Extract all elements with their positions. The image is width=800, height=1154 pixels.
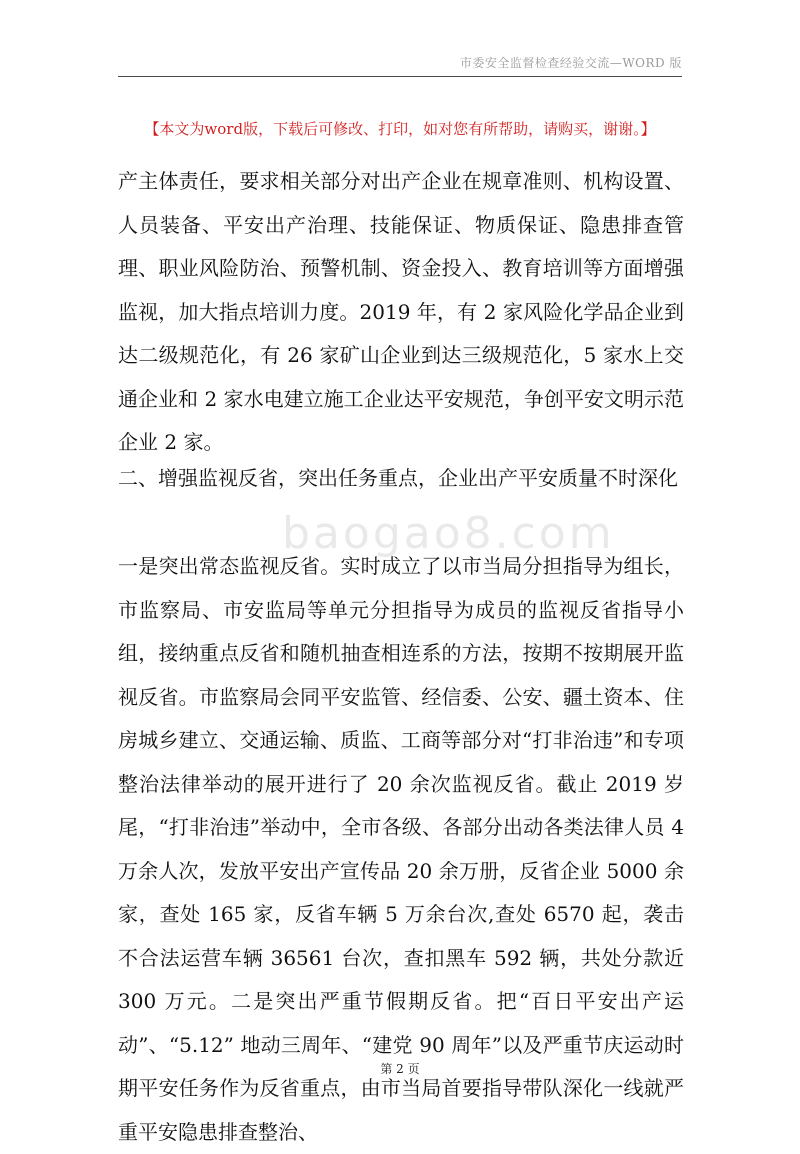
- watermark: baogao8.com: [282, 508, 615, 559]
- page-number: 第 2 页: [380, 1062, 420, 1076]
- header-divider: [118, 76, 682, 77]
- download-notice: 【本文为word版，下载后可修改、打印，如对您有所帮助，请购买，谢谢。】: [144, 120, 656, 138]
- body-paragraph-2: 一是突出常态监视反省。实时成立了以市当局分担指导为组长，市监察局、市安监局等单元分担指导为成员的监视反省指导小组，接纳重点反省和随机抽查相连系的方法，按期不按期展开监视反省。市监察局会同平安监管、经信委、公安、疆土资本、住房城乡建立、交通运输、质监、工商等部分对“打非治违”和专项整治法律举动的展开进行了 20 余次监视反省。截止 2019 岁尾，“打非治违”举动中，全市各级、各部分出动各类法律人员 4 万余人次，发放平安出产宣传品 20 余万册，反省企业 5000 余家，查处 165 家，反省车辆 5 万余台次,查处 6570 起，袭击不合法运营车辆 36561 台次，查扣黑车 592 辆，共处分款近 300 万元。二是突出严重节假期反省。把“百日平安出产运动”、“5.12” 地动三周年、“建党 90 周年”以及严重节庆运动时期平安任务作为反省重点，由市当局首要指导带队深化一线就严重平安隐患排查整治、: [118, 554, 684, 1144]
- section-heading: 二、增强监视反省，突出任务重点，企业出产平安质量不时深化: [118, 466, 678, 490]
- body-paragraph-1: 产主体责任，要求相关部分对出产企业在规章准则、机构设置、人员装备、平安出产治理、技能保证、物质保证、隐患排查管理、职业风险防治、预警机制、资金投入、教育培训等方面增强监视，加大指点培训力度。2019 年，有 2 家风险化学品企业到达二级规范化，有 26 家矿山企业到达三级规范化，5 家水上交通企业和 2 家水电建立施工企业达平安规范，争创平安文明示范企业 2 家。: [118, 169, 684, 454]
- document-header-title: 市委安全监督检查经验交流—WORD 版: [459, 56, 682, 70]
